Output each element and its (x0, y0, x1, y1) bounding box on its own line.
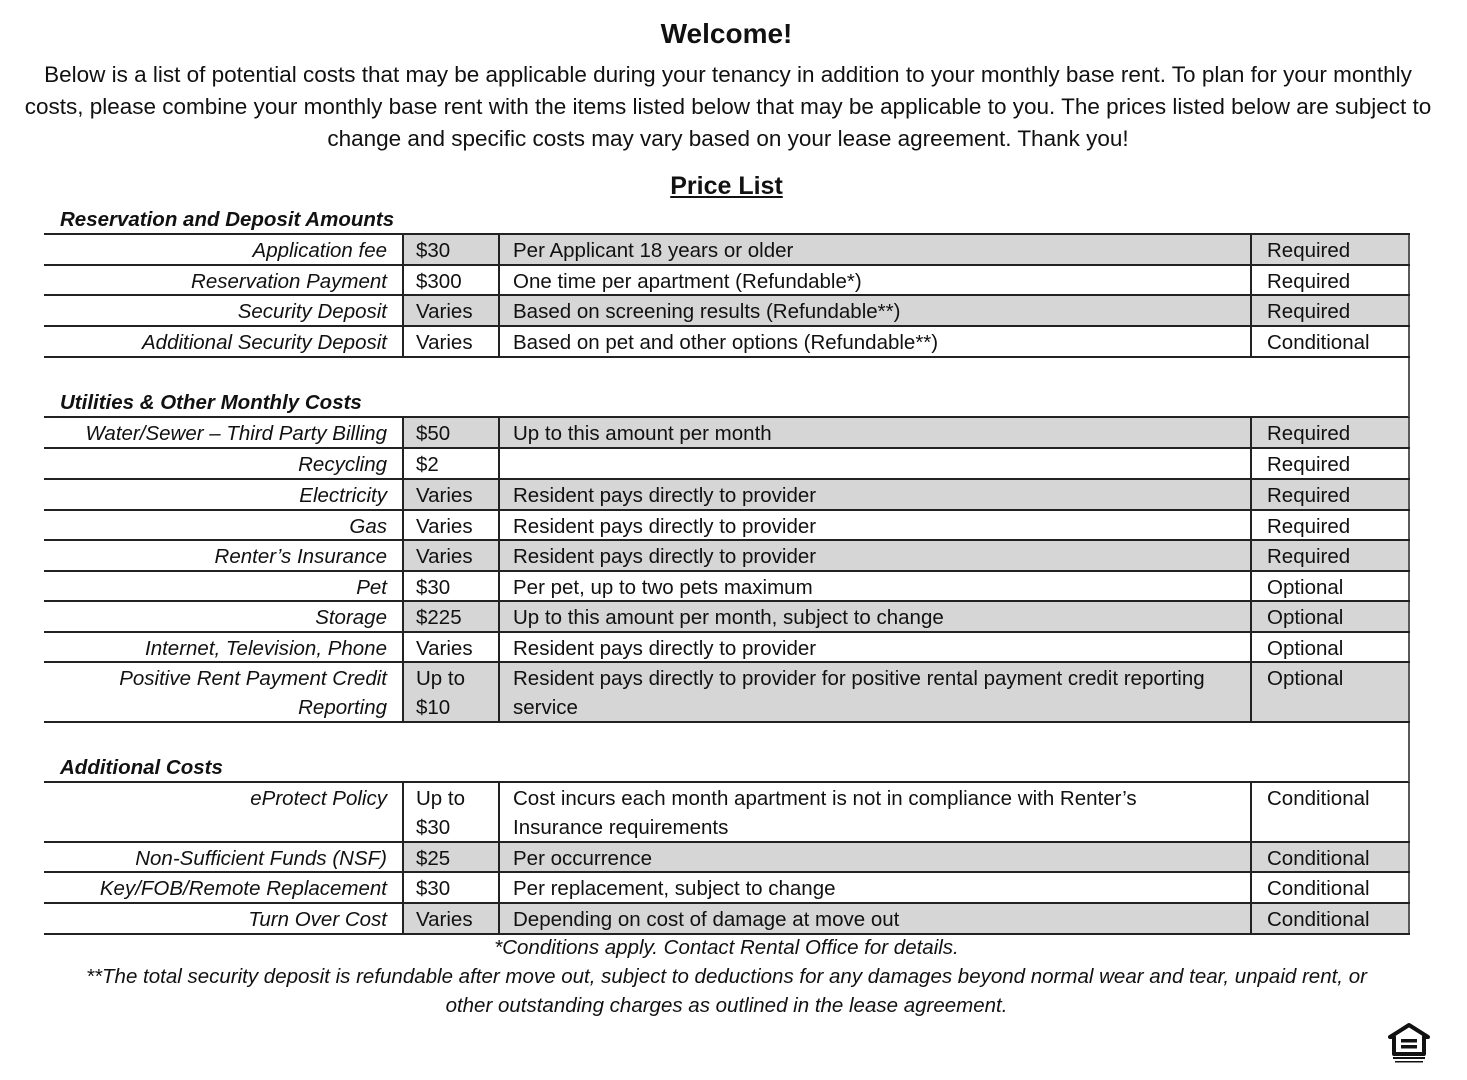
cost-description: Per replacement, subject to change (500, 873, 1252, 902)
table-row (44, 602, 1410, 633)
cost-name: Internet, Television, Phone (44, 633, 404, 661)
table-row (44, 418, 1410, 449)
cost-name: Electricity (44, 480, 404, 509)
cost-requirement: Conditional (1252, 904, 1410, 933)
cost-description: Per pet, up to two pets maximum (500, 572, 1252, 600)
cost-name: Pet (44, 572, 404, 600)
cost-description: Up to this amount per month, subject to change (500, 602, 1252, 631)
cost-description: Resident pays directly to provider (500, 633, 1252, 661)
cost-description: Depending on cost of damage at move out (500, 904, 1252, 933)
cost-description: Resident pays directly to provider (500, 541, 1252, 570)
cost-price: $225 (404, 602, 500, 631)
cost-description: Per Applicant 18 years or older (500, 235, 1252, 264)
cost-name: Gas (44, 511, 404, 539)
cost-requirement: Required (1252, 266, 1410, 294)
cost-description: Resident pays directly to provider for positive rental payment credit reporting service (500, 663, 1252, 721)
section-heading: Utilities & Other Monthly Costs (44, 388, 1410, 418)
table-row (44, 327, 1410, 358)
cost-price: $25 (404, 843, 500, 871)
cost-description (500, 449, 1252, 478)
cost-requirement: Required (1252, 480, 1410, 509)
cost-requirement: Required (1252, 235, 1410, 264)
price-list-title: Price List (670, 172, 783, 200)
section-spacer (44, 358, 1410, 388)
cost-requirement: Conditional (1252, 783, 1410, 841)
welcome-heading: Welcome! (660, 18, 793, 49)
cost-requirement: Required (1252, 418, 1410, 447)
cost-name: eProtect Policy (44, 783, 404, 841)
table-row (44, 783, 1410, 843)
table-row (44, 663, 1410, 723)
cost-requirement: Required (1252, 541, 1410, 570)
table-row (44, 511, 1410, 541)
cost-name: Recycling (44, 449, 404, 478)
cost-description: Cost incurs each month apartment is not in compliance with Renter’s Insurance requirements (500, 783, 1252, 841)
cost-name: Security Deposit (44, 296, 404, 325)
cost-name: Non-Sufficient Funds (NSF) (44, 843, 404, 871)
cost-price: Varies (404, 480, 500, 509)
table-row (44, 480, 1410, 511)
cost-price: Up to $10 (404, 663, 500, 721)
cost-price: Varies (404, 633, 500, 661)
table-row (44, 449, 1410, 480)
cost-price: Varies (404, 541, 500, 570)
cost-description: Resident pays directly to provider (500, 511, 1252, 539)
cost-requirement: Conditional (1252, 873, 1410, 902)
cost-price: $30 (404, 873, 500, 902)
cost-name: Reservation Payment (44, 266, 404, 294)
cost-name: Additional Security Deposit (44, 327, 404, 356)
section-heading: Reservation and Deposit Amounts (44, 205, 1410, 235)
intro-paragraph: Below is a list of potential costs that may be applicable during your tenancy in addition to your monthly base rent. To plan for your monthly costs, please combine your monthly base rent with the items listed below that may be applicable to you. The prices listed below are subject to change and specific costs may vary based on your lease agreement. Thank you! (24, 62, 1432, 151)
cost-requirement: Required (1252, 449, 1410, 478)
cost-name: Application fee (44, 235, 404, 264)
table-row (44, 843, 1410, 873)
cost-price: $2 (404, 449, 500, 478)
cost-requirement: Optional (1252, 663, 1410, 721)
cost-price: $50 (404, 418, 500, 447)
cost-description: Based on screening results (Refundable**) (500, 296, 1252, 325)
cost-description: Resident pays directly to provider (500, 480, 1252, 509)
cost-price: Varies (404, 296, 500, 325)
cost-name: Key/FOB/Remote Replacement (44, 873, 404, 902)
table-row (44, 873, 1410, 904)
section-spacer (44, 723, 1410, 753)
cost-price: Up to $30 (404, 783, 500, 841)
cost-requirement: Conditional (1252, 843, 1410, 871)
equal-housing-opportunity-icon (1388, 1022, 1430, 1064)
cost-price: $300 (404, 266, 500, 294)
table-row (44, 235, 1410, 266)
table-row (44, 572, 1410, 602)
table-row (44, 633, 1410, 663)
cost-name: Turn Over Cost (44, 904, 404, 933)
footnote-security-deposit: **The total security deposit is refundable after move out, subject to deductions for any damages beyond normal wear and tear, unpaid rent, or other outstanding charges as outlined in the lease agreement. (86, 965, 1367, 1017)
section-heading: Additional Costs (44, 753, 1410, 783)
cost-requirement: Required (1252, 511, 1410, 539)
cost-requirement: Optional (1252, 633, 1410, 661)
price-table (44, 205, 1410, 935)
footnote-conditions: *Conditions apply. Contact Rental Office for details. (494, 936, 959, 959)
cost-price: Varies (404, 511, 500, 539)
cost-description: Based on pet and other options (Refundable**) (500, 327, 1252, 356)
cost-price: $30 (404, 572, 500, 600)
cost-price: Varies (404, 327, 500, 356)
cost-description: Per occurrence (500, 843, 1252, 871)
table-row (44, 266, 1410, 296)
cost-requirement: Required (1252, 296, 1410, 325)
cost-requirement: Conditional (1252, 327, 1410, 356)
table-row (44, 904, 1410, 935)
cost-description: Up to this amount per month (500, 418, 1252, 447)
cost-name: Renter’s Insurance (44, 541, 404, 570)
cost-requirement: Optional (1252, 572, 1410, 600)
table-row (44, 296, 1410, 327)
table-row (44, 541, 1410, 572)
cost-requirement: Optional (1252, 602, 1410, 631)
cost-name: Water/Sewer – Third Party Billing (44, 418, 404, 447)
cost-name: Storage (44, 602, 404, 631)
cost-name: Positive Rent Payment Credit Reporting (44, 663, 404, 721)
cost-description: One time per apartment (Refundable*) (500, 266, 1252, 294)
cost-price: $30 (404, 235, 500, 264)
cost-price: Varies (404, 904, 500, 933)
